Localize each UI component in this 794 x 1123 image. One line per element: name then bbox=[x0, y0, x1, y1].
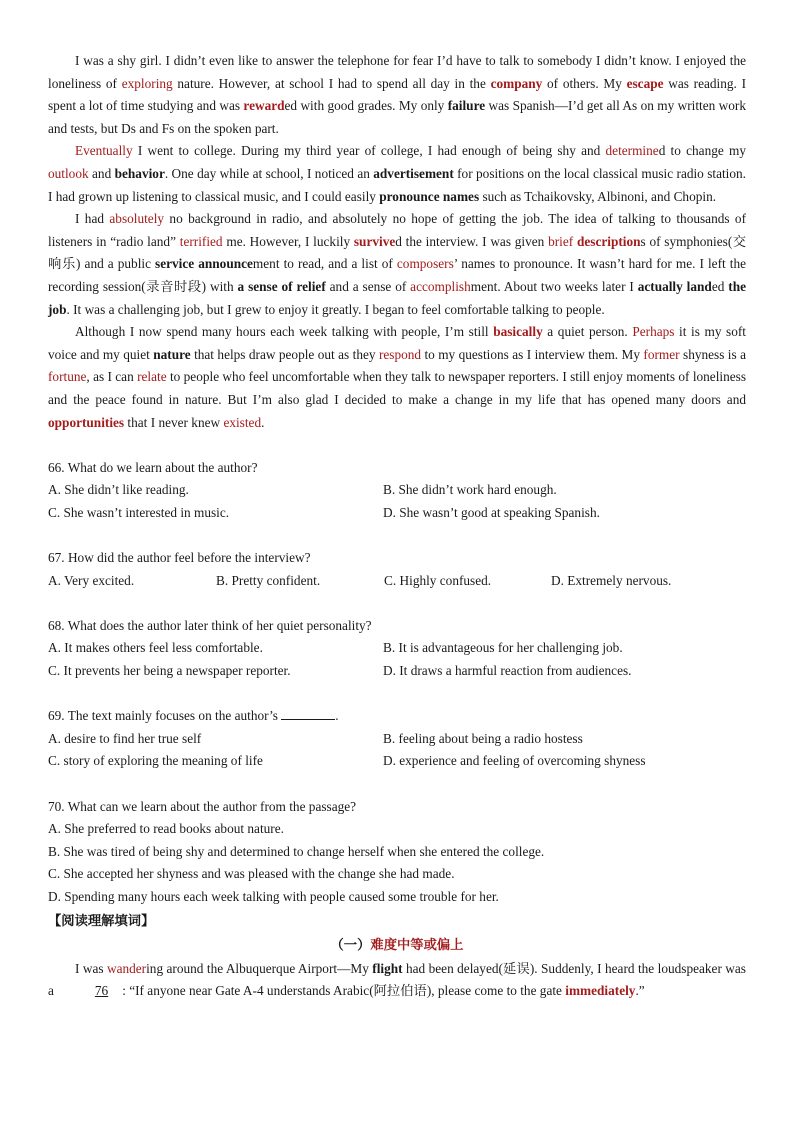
keyword: absolutely bbox=[109, 211, 165, 227]
question-67 bbox=[48, 547, 746, 592]
question-68 bbox=[48, 615, 746, 683]
option-c[interactable]: C. She wasn’t interested in music. bbox=[48, 504, 230, 520]
keyword: survive bbox=[353, 233, 396, 249]
keyword: reward bbox=[243, 98, 285, 114]
option-d[interactable]: D. Spending many hours each week talking with people caused some trouble for her. bbox=[48, 888, 499, 904]
option-b[interactable]: B. She was tired of being shy and determined to change herself when she entered the college. bbox=[48, 843, 545, 859]
passage-paragraph-2: Eventually I went to college. During my third year of college, I had enough of being shy and determined to change my outlook and behavior. One day while at school, I noticed an advertisement for positions on the local classical music radio station. I had grown up listening to classical music, and I could easily pronounce names such as Tchaikovsky, Albinoni, and Chopin. bbox=[48, 143, 746, 204]
option-d[interactable]: D. Extremely nervous. bbox=[551, 572, 672, 588]
option-a[interactable]: A. She preferred to read books about nature. bbox=[48, 821, 284, 837]
keyword: terrified bbox=[179, 233, 223, 249]
option-b[interactable]: B. She didn’t work hard enough. bbox=[383, 482, 557, 498]
question-stem: 67. How did the author feel before the interview? bbox=[48, 550, 311, 566]
question-stem: 66. What do we learn about the author? bbox=[48, 459, 258, 475]
passage-paragraph-4: Although I now spend many hours each week talking with people, I’m still basically a quiet person. Perhaps it is my soft voice and my quiet nature that helps draw people out as they respond to my questions as I interview them. My former shyness is a fortune, as I can relate to people who feel uncomfortable when they talk to newspaper reporters. I still enjoy moments of loneliness and the peace found in nature. But I’m also glad I decided to make a change in my life that has opened many doors and opportunities that I never knew existed. bbox=[48, 324, 747, 430]
keyword: failure bbox=[447, 98, 486, 114]
keyword: the job bbox=[48, 278, 746, 317]
keyword: wander bbox=[106, 960, 147, 976]
keyword: behavior bbox=[114, 165, 165, 181]
answer-blank-76[interactable]: 76 bbox=[94, 983, 109, 999]
keyword: pronounce names bbox=[379, 188, 480, 204]
question-stem: 69. The text mainly focuses on the author’s . bbox=[48, 708, 339, 724]
keyword: advertisement bbox=[373, 165, 454, 181]
question-70 bbox=[48, 796, 746, 909]
keyword: former bbox=[643, 346, 680, 362]
option-b[interactable]: B. Pretty confident. bbox=[216, 572, 321, 588]
keyword: respond bbox=[378, 346, 422, 362]
keyword: relate bbox=[137, 369, 167, 385]
keyword: actually land bbox=[637, 278, 712, 294]
question-stem: 68. What does the author later think of her quiet personality? bbox=[48, 617, 372, 633]
option-c[interactable]: C. It prevents her being a newspaper reporter. bbox=[48, 663, 291, 679]
keyword: composers bbox=[396, 256, 454, 272]
option-c[interactable]: C. story of exploring the meaning of life bbox=[48, 753, 263, 769]
option-d[interactable]: D. It draws a harmful reaction from audiences. bbox=[383, 663, 632, 679]
option-d[interactable]: D. She wasn’t good at speaking Spanish. bbox=[383, 504, 600, 520]
question-options bbox=[48, 570, 746, 593]
question-options bbox=[48, 728, 746, 773]
option-d[interactable]: D. experience and feeling of overcoming shyness bbox=[383, 753, 646, 769]
keyword: service announce bbox=[155, 256, 253, 272]
keyword: accomplish bbox=[410, 278, 471, 294]
keyword: outlook bbox=[48, 165, 89, 181]
keyword: brief bbox=[548, 233, 574, 249]
question-options bbox=[48, 818, 746, 908]
option-a[interactable]: A. desire to find her true self bbox=[48, 730, 202, 746]
question-69 bbox=[48, 705, 746, 773]
passage2-paragraph-1: I was wandering around the Albuquerque Airport—My flight had been delayed(延误). Suddenly, I heard the loudspeaker was a 76 : “If anyone near Gate A-4 understands Arabic(阿拉伯语), please come to the gate immediately.” bbox=[48, 958, 746, 1003]
subsection-heading: （一）难度中等或偏上 bbox=[330, 936, 464, 952]
keyword: basically bbox=[493, 324, 543, 340]
passage-paragraph-3: I had absolutely no background in radio, and absolutely no hope of getting the job. The idea of talking to thousands of listeners in “radio land” terrified me. However, I luckily survived the interview. I was given brief descriptions of symphonies(交响乐) and a public service announcement to read, and a list of composers’ names to pronounce. It wasn’t hard for me. I left the recording session(录音时段) with a sense of relief and a sense of accomplishment. About two weeks later I actually landed the job. It was a challenging job, but I grew to enjoy it greatly. I began to feel comfortable talking to people. bbox=[48, 211, 746, 317]
keyword: Perhaps bbox=[632, 324, 675, 340]
option-a[interactable]: A. She didn’t like reading. bbox=[48, 482, 189, 498]
question-66 bbox=[48, 457, 746, 525]
question-stem: 70. What can we learn about the author from the passage? bbox=[48, 798, 357, 814]
keyword: flight bbox=[372, 960, 403, 976]
passage-paragraph-1: I was a shy girl. I didn’t even like to answer the telephone for fear I’d have to talk to somebody I didn’t know. I enjoyed the loneliness of exploring nature. However, at school I had to spend all day in the company of others. My escape was reading. I spent a lot of time studying and was rewarded with good grades. My only failure was Spanish—I’d get all As on my written work and tests, but Ds and Fs on the spoken part. bbox=[48, 53, 747, 136]
keyword: opportunities bbox=[48, 414, 125, 430]
question-options bbox=[48, 479, 746, 524]
option-b[interactable]: B. It is advantageous for her challenging job. bbox=[383, 640, 623, 656]
keyword: immediately bbox=[565, 983, 636, 999]
option-a[interactable]: A. It makes others feel less comfortable. bbox=[48, 640, 263, 656]
keyword: determine bbox=[605, 143, 659, 159]
option-b[interactable]: B. feeling about being a radio hostess bbox=[383, 730, 583, 746]
keyword: company bbox=[490, 75, 543, 91]
option-c[interactable]: C. Highly confused. bbox=[384, 572, 492, 588]
keyword: fortune bbox=[48, 369, 87, 385]
keyword: escape bbox=[626, 75, 664, 91]
keyword: nature bbox=[153, 346, 191, 362]
keyword: exploring bbox=[121, 75, 173, 91]
section-heading: 【阅读理解填词】 bbox=[48, 912, 155, 928]
keyword: Eventually bbox=[75, 143, 133, 159]
option-a[interactable]: A. Very excited. bbox=[48, 572, 135, 588]
keyword: existed bbox=[223, 414, 262, 430]
keyword: description bbox=[576, 233, 641, 249]
option-c[interactable]: C. She accepted her shyness and was pleased with the change she had made. bbox=[48, 866, 455, 882]
answer-blank bbox=[281, 707, 335, 720]
keyword: a sense of relief bbox=[237, 278, 326, 294]
question-options bbox=[48, 637, 746, 682]
